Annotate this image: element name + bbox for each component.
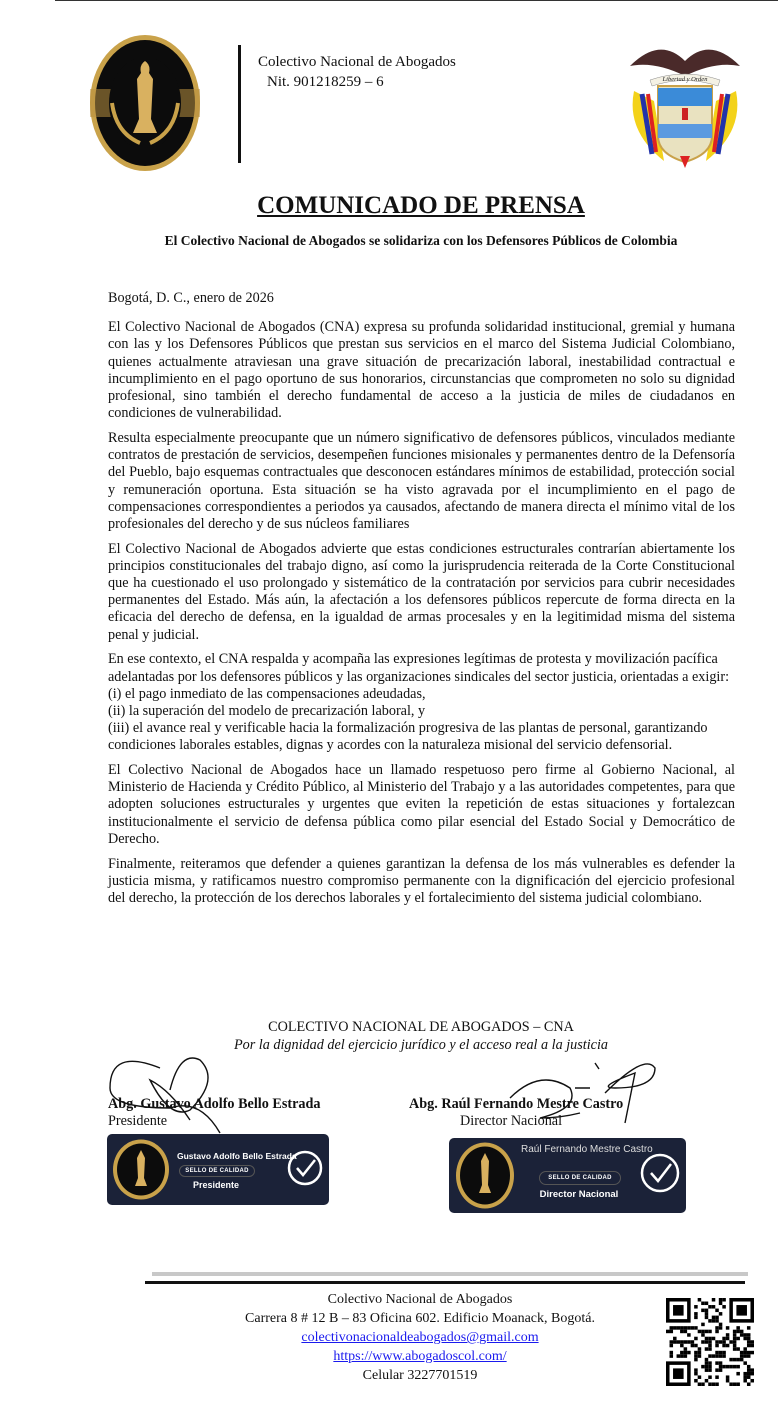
- qr-module: [736, 1347, 740, 1351]
- qr-module: [729, 1340, 733, 1344]
- qr-module: [715, 1351, 719, 1355]
- qr-module: [719, 1312, 723, 1316]
- qr-module: [719, 1368, 723, 1372]
- qr-module: [694, 1316, 698, 1320]
- qr-module: [687, 1351, 691, 1355]
- date-line: Bogotá, D. C., enero de 2026: [108, 290, 274, 306]
- qr-module: [719, 1326, 723, 1330]
- qr-module: [677, 1326, 681, 1330]
- qr-module: [680, 1344, 684, 1348]
- qr-module: [743, 1347, 747, 1351]
- qr-module: [708, 1305, 712, 1309]
- qr-module: [705, 1302, 709, 1306]
- qr-module: [677, 1340, 681, 1344]
- qr-module: [733, 1337, 737, 1341]
- qr-module: [719, 1298, 723, 1302]
- quality-seal-badge: [107, 1134, 329, 1205]
- qr-module: [726, 1365, 730, 1369]
- page-subtitle: El Colectivo Nacional de Abogados se solidariza con los Defensores Públicos de Colombia: [164, 233, 678, 248]
- qr-module: [708, 1382, 712, 1386]
- qr-module: [705, 1340, 709, 1344]
- qr-module: [736, 1326, 740, 1330]
- qr-module: [694, 1344, 698, 1348]
- qr-module: [715, 1361, 719, 1365]
- qr-module: [698, 1351, 702, 1355]
- qr-module: [715, 1316, 719, 1320]
- qr-module: [694, 1368, 698, 1372]
- qr-module: [708, 1344, 712, 1348]
- check-circle-icon: [286, 1149, 324, 1187]
- qr-module: [705, 1379, 709, 1383]
- qr-module: [708, 1337, 712, 1341]
- qr-module: [708, 1354, 712, 1358]
- qr-module: [684, 1330, 688, 1334]
- qr-module: [736, 1330, 740, 1334]
- colombia-coat-of-arms: [620, 36, 750, 170]
- footer: [150, 1290, 690, 1385]
- qr-module: [747, 1337, 751, 1341]
- cna-logo: [454, 1141, 516, 1210]
- qr-module: [705, 1330, 709, 1334]
- badge-role: Presidente: [192, 1180, 240, 1190]
- qr-module: [726, 1375, 730, 1379]
- qr-module: [705, 1361, 709, 1365]
- qr-module: [726, 1333, 730, 1337]
- qr-module: [715, 1330, 719, 1334]
- qr-module: [698, 1382, 702, 1386]
- qr-module: [673, 1340, 677, 1344]
- paragraph: Finalmente, reiteramos que defender a quienes garantizan la defensa de los más vulnerables es defender la justicia misma, y ratificamos nuestro compromiso permanente con la dignificación del ejercicio profesional del derecho, la protección de los derechos laborales y el fortalecimiento del sistema judicial colombiano.: [108, 855, 735, 906]
- qr-module: [684, 1347, 688, 1351]
- qr-module: [670, 1344, 674, 1348]
- qr-module: [701, 1309, 705, 1313]
- qr-module: [694, 1372, 698, 1376]
- qr-module: [701, 1333, 705, 1337]
- qr-module: [719, 1340, 723, 1344]
- qr-module: [750, 1368, 754, 1372]
- qr-module: [708, 1330, 712, 1334]
- qr-module: [729, 1358, 733, 1362]
- qr-module: [701, 1323, 705, 1327]
- page-title: COMUNICADO DE PRENSA: [257, 192, 585, 219]
- qr-module: [708, 1319, 712, 1323]
- qr-module: [722, 1305, 726, 1309]
- qr-module: [743, 1337, 747, 1341]
- qr-module: [750, 1351, 754, 1355]
- qr-module: [680, 1326, 684, 1330]
- qr-module: [715, 1375, 719, 1379]
- qr-module: [733, 1365, 737, 1369]
- paragraph: Resulta especialmente preocupante que un número significativo de defensores públicos, vinculados mediante contratos de prestación de servicios, desempeñen funciones misionales y permanentes dentro de la Defensoría del Pueblo, bajo esquemas contractuales que desconocen estándares mínimos de estabilidad, protección social y remuneración oportuna. Esta situación se ha visto agravada por el incumplimiento en el pago de compensaciones correspondientes a periodos ya causados, afectando de manera directa el mínimo vital de los profesionales del derecho y de sus núcleos familiares: [108, 429, 735, 532]
- qr-module: [708, 1375, 712, 1379]
- check-circle-icon: [639, 1152, 681, 1194]
- qr-module: [736, 1305, 747, 1316]
- qr-module: [705, 1368, 709, 1372]
- signatory-name: Abg. Gustavo Adolfo Bello Estrada: [108, 1096, 321, 1112]
- qr-module: [701, 1330, 705, 1334]
- press-release-body: [108, 290, 735, 915]
- qr-module: [750, 1340, 754, 1344]
- qr-module: [680, 1330, 684, 1334]
- qr-module: [740, 1358, 744, 1362]
- qr-module: [750, 1372, 754, 1376]
- qr-module: [712, 1319, 716, 1323]
- qr-module: [708, 1361, 712, 1365]
- qr-module: [726, 1326, 730, 1330]
- qr-module: [719, 1361, 723, 1365]
- qr-module: [701, 1365, 705, 1369]
- qr-module: [680, 1354, 684, 1358]
- demand-item: (ii) la superación del modelo de precarización laboral, y: [108, 702, 426, 719]
- badge-name: Raúl Fernando Mestre Castro: [521, 1144, 653, 1155]
- qr-module: [733, 1340, 737, 1344]
- qr-module: [719, 1351, 723, 1355]
- quality-seal-badge: [449, 1138, 686, 1213]
- qr-module: [743, 1361, 747, 1365]
- signatory-role: Director Nacional: [460, 1113, 563, 1129]
- qr-module: [736, 1337, 740, 1341]
- qr-module: [722, 1365, 726, 1369]
- qr-module: [747, 1365, 751, 1369]
- qr-module: [740, 1333, 744, 1337]
- qr-module: [743, 1375, 747, 1379]
- demand-item: (iii) el avance real y verificable hacia la formalización progresiva de las plantas de personal, garantizando condiciones laborales estables, dignas y acordes con la naturaleza misional del servicio defensorial.: [108, 720, 708, 754]
- qr-module: [715, 1344, 719, 1348]
- closing-motto: Por la dignidad del ejercicio jurídico y el acceso real a la justicia: [233, 1037, 609, 1053]
- qr-module: [680, 1340, 684, 1344]
- closing-org: COLECTIVO NACIONAL DE ABOGADOS – CNA: [268, 1019, 574, 1035]
- qr-module: [691, 1340, 695, 1344]
- qr-module: [670, 1340, 674, 1344]
- cna-logo: [88, 33, 202, 173]
- org-header: [258, 52, 456, 92]
- header-divider: [238, 45, 241, 163]
- footer-rule: [145, 1281, 745, 1284]
- qr-module: [708, 1340, 712, 1344]
- qr-module: [701, 1340, 705, 1344]
- qr-module: [673, 1326, 677, 1330]
- footer-phone: Celular 3227701519: [362, 1368, 478, 1383]
- qr-module: [701, 1382, 705, 1386]
- qr-module: [715, 1340, 719, 1344]
- qr-module: [743, 1379, 747, 1383]
- qr-module: [666, 1330, 670, 1334]
- qr-module: [733, 1382, 737, 1386]
- qr-module: [733, 1330, 737, 1334]
- qr-module: [687, 1326, 691, 1330]
- qr-module: [684, 1340, 688, 1344]
- qr-module: [719, 1365, 723, 1369]
- qr-module: [736, 1365, 740, 1369]
- qr-module: [722, 1351, 726, 1355]
- qr-module: [705, 1316, 709, 1320]
- qr-module: [694, 1351, 698, 1355]
- footer-rule-gray: [152, 1272, 748, 1276]
- qr-module: [694, 1354, 698, 1358]
- qr-module: [712, 1316, 716, 1320]
- qr-module: [729, 1382, 733, 1386]
- qr-module: [708, 1365, 712, 1369]
- qr-module: [712, 1382, 716, 1386]
- demand-item: (i) el pago inmediato de las compensaciones adeudadas,: [108, 685, 426, 702]
- qr-module: [712, 1305, 716, 1309]
- qr-module: [684, 1354, 688, 1358]
- badge-name: Gustavo Adolfo Bello Estrada: [177, 1151, 297, 1161]
- qr-module: [719, 1323, 723, 1327]
- qr-module: [747, 1375, 751, 1379]
- qr-module: [715, 1382, 719, 1386]
- qr-module: [726, 1379, 730, 1383]
- footer-address: Carrera 8 # 12 B – 83 Oficina 602. Edificio Moanack, Bogotá.: [245, 1311, 595, 1326]
- signatory-role: Presidente: [108, 1113, 168, 1129]
- qr-module: [694, 1337, 698, 1341]
- context-paragraph: [108, 651, 735, 754]
- closing: [0, 1018, 778, 1054]
- qr-module: [705, 1312, 709, 1316]
- qr-code[interactable]: [666, 1298, 754, 1386]
- qr-module: [747, 1354, 751, 1358]
- qr-module: [715, 1319, 719, 1323]
- qr-module: [722, 1344, 726, 1348]
- qr-module: [684, 1351, 688, 1355]
- org-name: Colectivo Nacional de Abogados: [258, 54, 456, 70]
- qr-module: [691, 1326, 695, 1330]
- qr-module: [680, 1351, 684, 1355]
- qr-module: [747, 1344, 751, 1348]
- qr-module: [715, 1368, 719, 1372]
- qr-module: [715, 1326, 719, 1330]
- qr-module: [722, 1337, 726, 1341]
- qr-module: [743, 1372, 747, 1376]
- qr-module: [740, 1351, 744, 1355]
- badge-seal: SELLO DE CALIDAD: [179, 1165, 255, 1177]
- qr-module: [733, 1347, 737, 1351]
- qr-module: [715, 1354, 719, 1358]
- qr-module: [736, 1372, 740, 1376]
- qr-module: [722, 1298, 726, 1302]
- footer-org: Colectivo Nacional de Abogados: [327, 1292, 513, 1307]
- qr-module: [698, 1354, 702, 1358]
- qr-module: [670, 1326, 674, 1330]
- paragraph: El Colectivo Nacional de Abogados hace un llamado respetuoso pero firme al Gobierno Nacional, al Ministerio de Hacienda y Crédito Público, al Ministerio del Trabajo y a las autoridades competentes, para que adopten soluciones estructurales y urgentes que eviten la repetición de estas situaciones y fortalezcan institucionalmente el servicio de defensa pública como pilar esencial del Estado Social y Democrático de Derecho.: [108, 762, 735, 847]
- signatory-name: Abg. Raúl Fernando Mestre Castro: [409, 1096, 624, 1112]
- badge-seal: SELLO DE CALIDAD: [539, 1171, 621, 1185]
- qr-module: [715, 1309, 719, 1313]
- qr-module: [736, 1358, 740, 1362]
- qr-module: [705, 1337, 709, 1341]
- qr-module: [740, 1330, 744, 1334]
- qr-module: [698, 1375, 702, 1379]
- badge-role: Director Nacional: [539, 1189, 619, 1200]
- qr-module: [729, 1365, 733, 1369]
- qr-module: [722, 1340, 726, 1344]
- qr-module: [736, 1382, 740, 1386]
- qr-module: [726, 1344, 730, 1348]
- qr-module: [708, 1368, 712, 1372]
- qr-module: [747, 1340, 751, 1344]
- qr-module: [743, 1333, 747, 1337]
- qr-module: [712, 1337, 716, 1341]
- qr-module: [747, 1372, 751, 1376]
- paragraph: El Colectivo Nacional de Abogados (CNA) expresa su profunda solidaridad institucional, gremial y humana con las y los Defensores Públicos que prestan sus servicios en el marco del Sistema Judicial Colombiano, quienes actualmente atraviesan una grave situación de precarización laboral, inestabilidad contractual e incumplimiento en el pago oportuno de sus honorarios, circunstancias que comprometen no solo su dignidad profesional, sino también el derecho fundamental de acceso a la justicia de miles de ciudadanos en condiciones de vulnerabilidad.: [108, 319, 735, 422]
- qr-module: [673, 1337, 677, 1341]
- qr-module: [743, 1351, 747, 1355]
- qr-module: [740, 1354, 744, 1358]
- qr-module: [677, 1354, 681, 1358]
- qr-module: [694, 1379, 698, 1383]
- qr-module: [705, 1358, 709, 1362]
- qr-module: [687, 1340, 691, 1344]
- qr-module: [698, 1330, 702, 1334]
- qr-module: [743, 1354, 747, 1358]
- qr-module: [673, 1368, 684, 1379]
- qr-module: [726, 1337, 730, 1341]
- footer-website-link[interactable]: https://www.abogadoscol.com/: [333, 1349, 507, 1364]
- footer-email-link[interactable]: colectivonacionaldeabogados@gmail.com: [301, 1330, 539, 1345]
- qr-module: [705, 1309, 709, 1313]
- top-rule: [55, 0, 778, 1]
- qr-module: [733, 1333, 737, 1337]
- qr-module: [712, 1298, 716, 1302]
- qr-module: [691, 1344, 695, 1348]
- qr-module: [705, 1347, 709, 1351]
- qr-module: [719, 1302, 723, 1306]
- qr-module: [712, 1354, 716, 1358]
- qr-module: [670, 1330, 674, 1334]
- paragraph: El Colectivo Nacional de Abogados advierte que estas condiciones estructurales contrarían abiertamente los principios constitucionales del trabajo digno, así como la jurisprudencia reiterada de la Corte Constitucional que ha cuestionado el uso prolongado y sistemático de la contratación por servicios para cubrir necesidades permanentes del Estado. Más aún, la afectación a los defensores públicos repercute de forma directa en la eficacia del derecho de defensa, en la igualdad de armas procesales y en la legitimidad misma del sistema penal y judicial.: [108, 540, 735, 643]
- qr-module: [747, 1326, 751, 1330]
- org-nit: Nit. 901218259 – 6: [267, 74, 384, 90]
- qr-module: [694, 1326, 698, 1330]
- context-intro: En ese contexto, el CNA respalda y acompaña las expresiones legítimas de protesta y movilización pacífica adelantadas por los defensores públicos y las organizaciones sindicales del sector justicia, orientadas a exigir:: [108, 651, 730, 685]
- qr-module: [684, 1326, 688, 1330]
- qr-module: [694, 1305, 698, 1309]
- qr-module: [701, 1302, 705, 1306]
- qr-module: [719, 1354, 723, 1358]
- qr-module: [747, 1351, 751, 1355]
- qr-module: [687, 1333, 691, 1337]
- qr-module: [708, 1347, 712, 1351]
- qr-module: [747, 1333, 751, 1337]
- coat-of-arms-motto: Libertad y Orden: [662, 76, 708, 83]
- qr-module: [750, 1344, 754, 1348]
- qr-module: [694, 1358, 698, 1362]
- qr-module: [698, 1347, 702, 1351]
- qr-module: [747, 1382, 751, 1386]
- qr-module: [670, 1354, 674, 1358]
- qr-module: [722, 1354, 726, 1358]
- qr-module: [747, 1368, 751, 1372]
- qr-module: [733, 1344, 737, 1348]
- cna-logo: [111, 1138, 171, 1201]
- qr-module: [698, 1298, 702, 1302]
- qr-module: [733, 1358, 737, 1362]
- qr-module: [673, 1305, 684, 1316]
- qr-module: [670, 1351, 674, 1355]
- qr-module: [750, 1379, 754, 1383]
- qr-module: [705, 1365, 709, 1369]
- qr-module: [694, 1312, 698, 1316]
